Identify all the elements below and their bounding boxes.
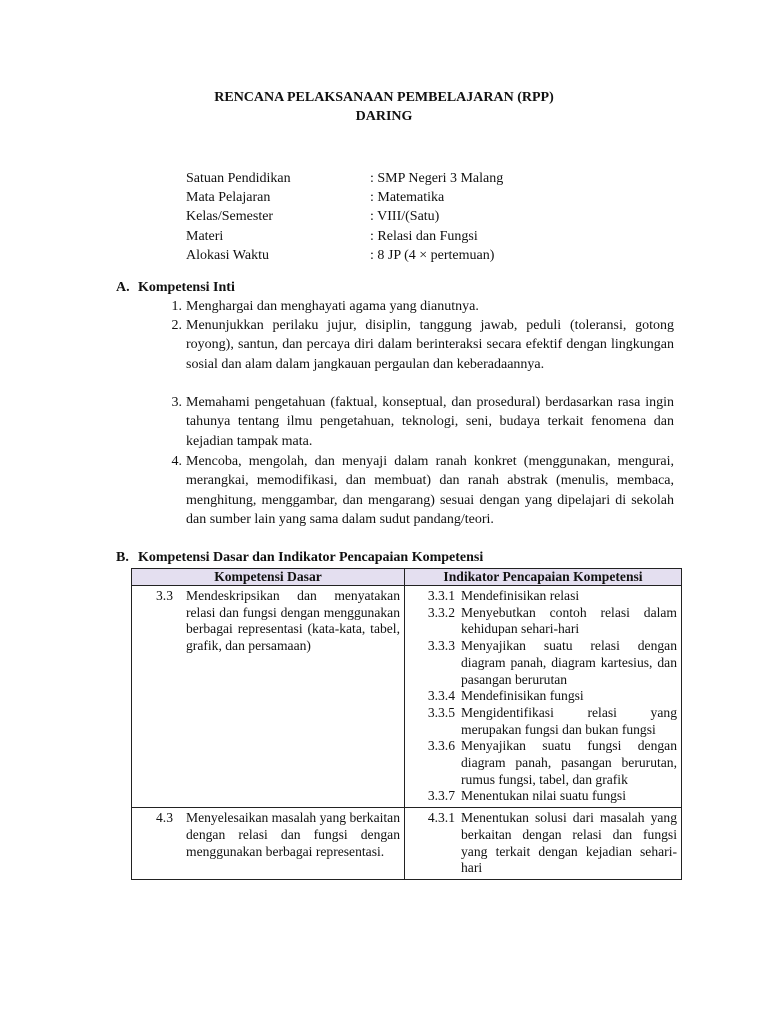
indicator-number: 3.3.4	[427, 688, 455, 704]
indicator-text: Menentukan nilai suatu fungsi	[461, 788, 626, 804]
info-label: Materi	[186, 229, 224, 244]
indicator-item	[409, 810, 677, 877]
indicator-text: Menyajikan suatu relasi dengan diagram panah, diagram kartesius, dan pasangan berurutan	[461, 638, 677, 687]
ki-text: Memahami pengetahuan (faktual, konseptual, dan prosedural) berdasarkan rasa ingin tahunya tentang ilmu pengetahuan, teknologi, seni, budaya terkait fenomena dan kejadian tampak mata.	[186, 395, 674, 449]
ki-number: 1.	[171, 299, 182, 314]
ki-number: 4.	[171, 454, 182, 469]
kd-description: Mendeskripsikan dan menyatakan relasi dan fungsi dengan menggunakan berbagai representasi (kata-kata, tabel, grafik, dan persamaan)	[186, 588, 400, 654]
doc-subtitle: DARING	[355, 109, 413, 124]
indicator-item	[409, 788, 677, 805]
column-header: Indikator Pencapaian Kompetensi	[405, 569, 682, 586]
indicator-text: Menyebutkan contoh relasi dalam kehidupan sehari-hari	[461, 604, 677, 637]
kd-number: 4.3	[156, 810, 173, 826]
doc-title: RENCANA PELAKSANAAN PEMBELAJARAN (RPP)	[214, 90, 554, 105]
info-value: : 8 JP (4 × pertemuan)	[370, 248, 495, 263]
indicator-item	[409, 638, 677, 688]
indicator-item	[409, 605, 677, 638]
info-value: : Matematika	[370, 190, 445, 205]
indicator-item	[409, 705, 677, 738]
kd-cell	[132, 586, 405, 808]
table-row	[132, 586, 682, 808]
table-row	[132, 808, 682, 880]
kd-cell	[132, 808, 405, 880]
column-header: Kompetensi Dasar	[132, 569, 405, 586]
indicator-item	[409, 588, 677, 605]
indicator-item	[409, 738, 677, 788]
info-label: Kelas/Semester	[186, 209, 274, 224]
indicator-text: Mendefinisikan fungsi	[461, 688, 584, 704]
indicator-item	[409, 688, 677, 705]
table-header-row	[132, 569, 682, 586]
indicator-number: 3.3.6	[427, 738, 455, 754]
indicator-number: 3.3.2	[427, 604, 455, 620]
ki-text: Menunjukkan perilaku jujur, disiplin, tanggung jawab, peduli (toleransi, gotong royong), santun, dan percaya diri dalam berinteraksi secara efektif dengan lingkungan sosial dan alam dalam jangkauan pergaulan dan keberadaannya.	[186, 318, 674, 372]
kd-description: Menyelesaikan masalah yang berkaitan dengan relasi dan fungsi dengan menggunakan berbagai representasi.	[186, 810, 401, 859]
indicator-number: 3.3.7	[427, 788, 455, 804]
info-label: Mata Pelajaran	[186, 190, 271, 205]
indicator-cell	[405, 586, 682, 808]
ki-text: Mencoba, mengolah, dan menyaji dalam ranah konkret (menggunakan, mengurai, merangkai, memodifikasi, dan membuat) dan ranah abstrak (menulis, membaca, menghitung, menggambar, dan mengarang) sesuai dengan yang dipelajari di sekolah dan sumber lain yang sama dalam sudut pandang/teori.	[186, 454, 674, 527]
kd-number: 3.3	[156, 588, 173, 603]
kd-table	[131, 568, 682, 880]
section-title: Kompetensi Inti	[138, 280, 235, 295]
section-a-heading	[116, 278, 235, 297]
indicator-number: 3.3.1	[427, 588, 455, 603]
info-value: : Relasi dan Fungsi	[370, 229, 478, 244]
info-label: Alokasi Waktu	[186, 248, 269, 263]
indicator-number: 3.3.5	[427, 704, 455, 720]
section-title: Kompetensi Dasar dan Indikator Pencapaian Kompetensi	[138, 550, 484, 565]
indicator-text: Menentukan solusi dari masalah yang berkaitan dengan relasi dan fungsi yang terkait dengan kejadian sehari-hari	[461, 810, 677, 876]
indicator-number: 3.3.3	[427, 638, 455, 654]
info-label: Satuan Pendidikan	[186, 171, 291, 186]
indicator-text: Mendefinisikan relasi	[461, 588, 580, 603]
section-letter: B.	[116, 550, 129, 565]
info-value: : VIII/(Satu)	[370, 209, 440, 224]
ki-number: 3.	[171, 395, 182, 410]
indicator-cell	[405, 808, 682, 880]
ki-text: Menghargai dan menghayati agama yang dianutnya.	[186, 299, 479, 314]
ki-number: 2.	[171, 318, 182, 333]
info-value: : SMP Negeri 3 Malang	[370, 171, 504, 186]
indicator-number: 4.3.1	[427, 810, 455, 826]
indicator-text: Mengidentifikasi relasi yang merupakan fungsi dan bukan fungsi	[461, 704, 677, 737]
section-b-heading	[116, 548, 483, 567]
section-letter: A.	[116, 280, 130, 295]
indicator-text: Menyajikan suatu fungsi dengan diagram panah, pasangan berurutan, rumus fungsi, tabel, dan grafik	[461, 738, 677, 787]
